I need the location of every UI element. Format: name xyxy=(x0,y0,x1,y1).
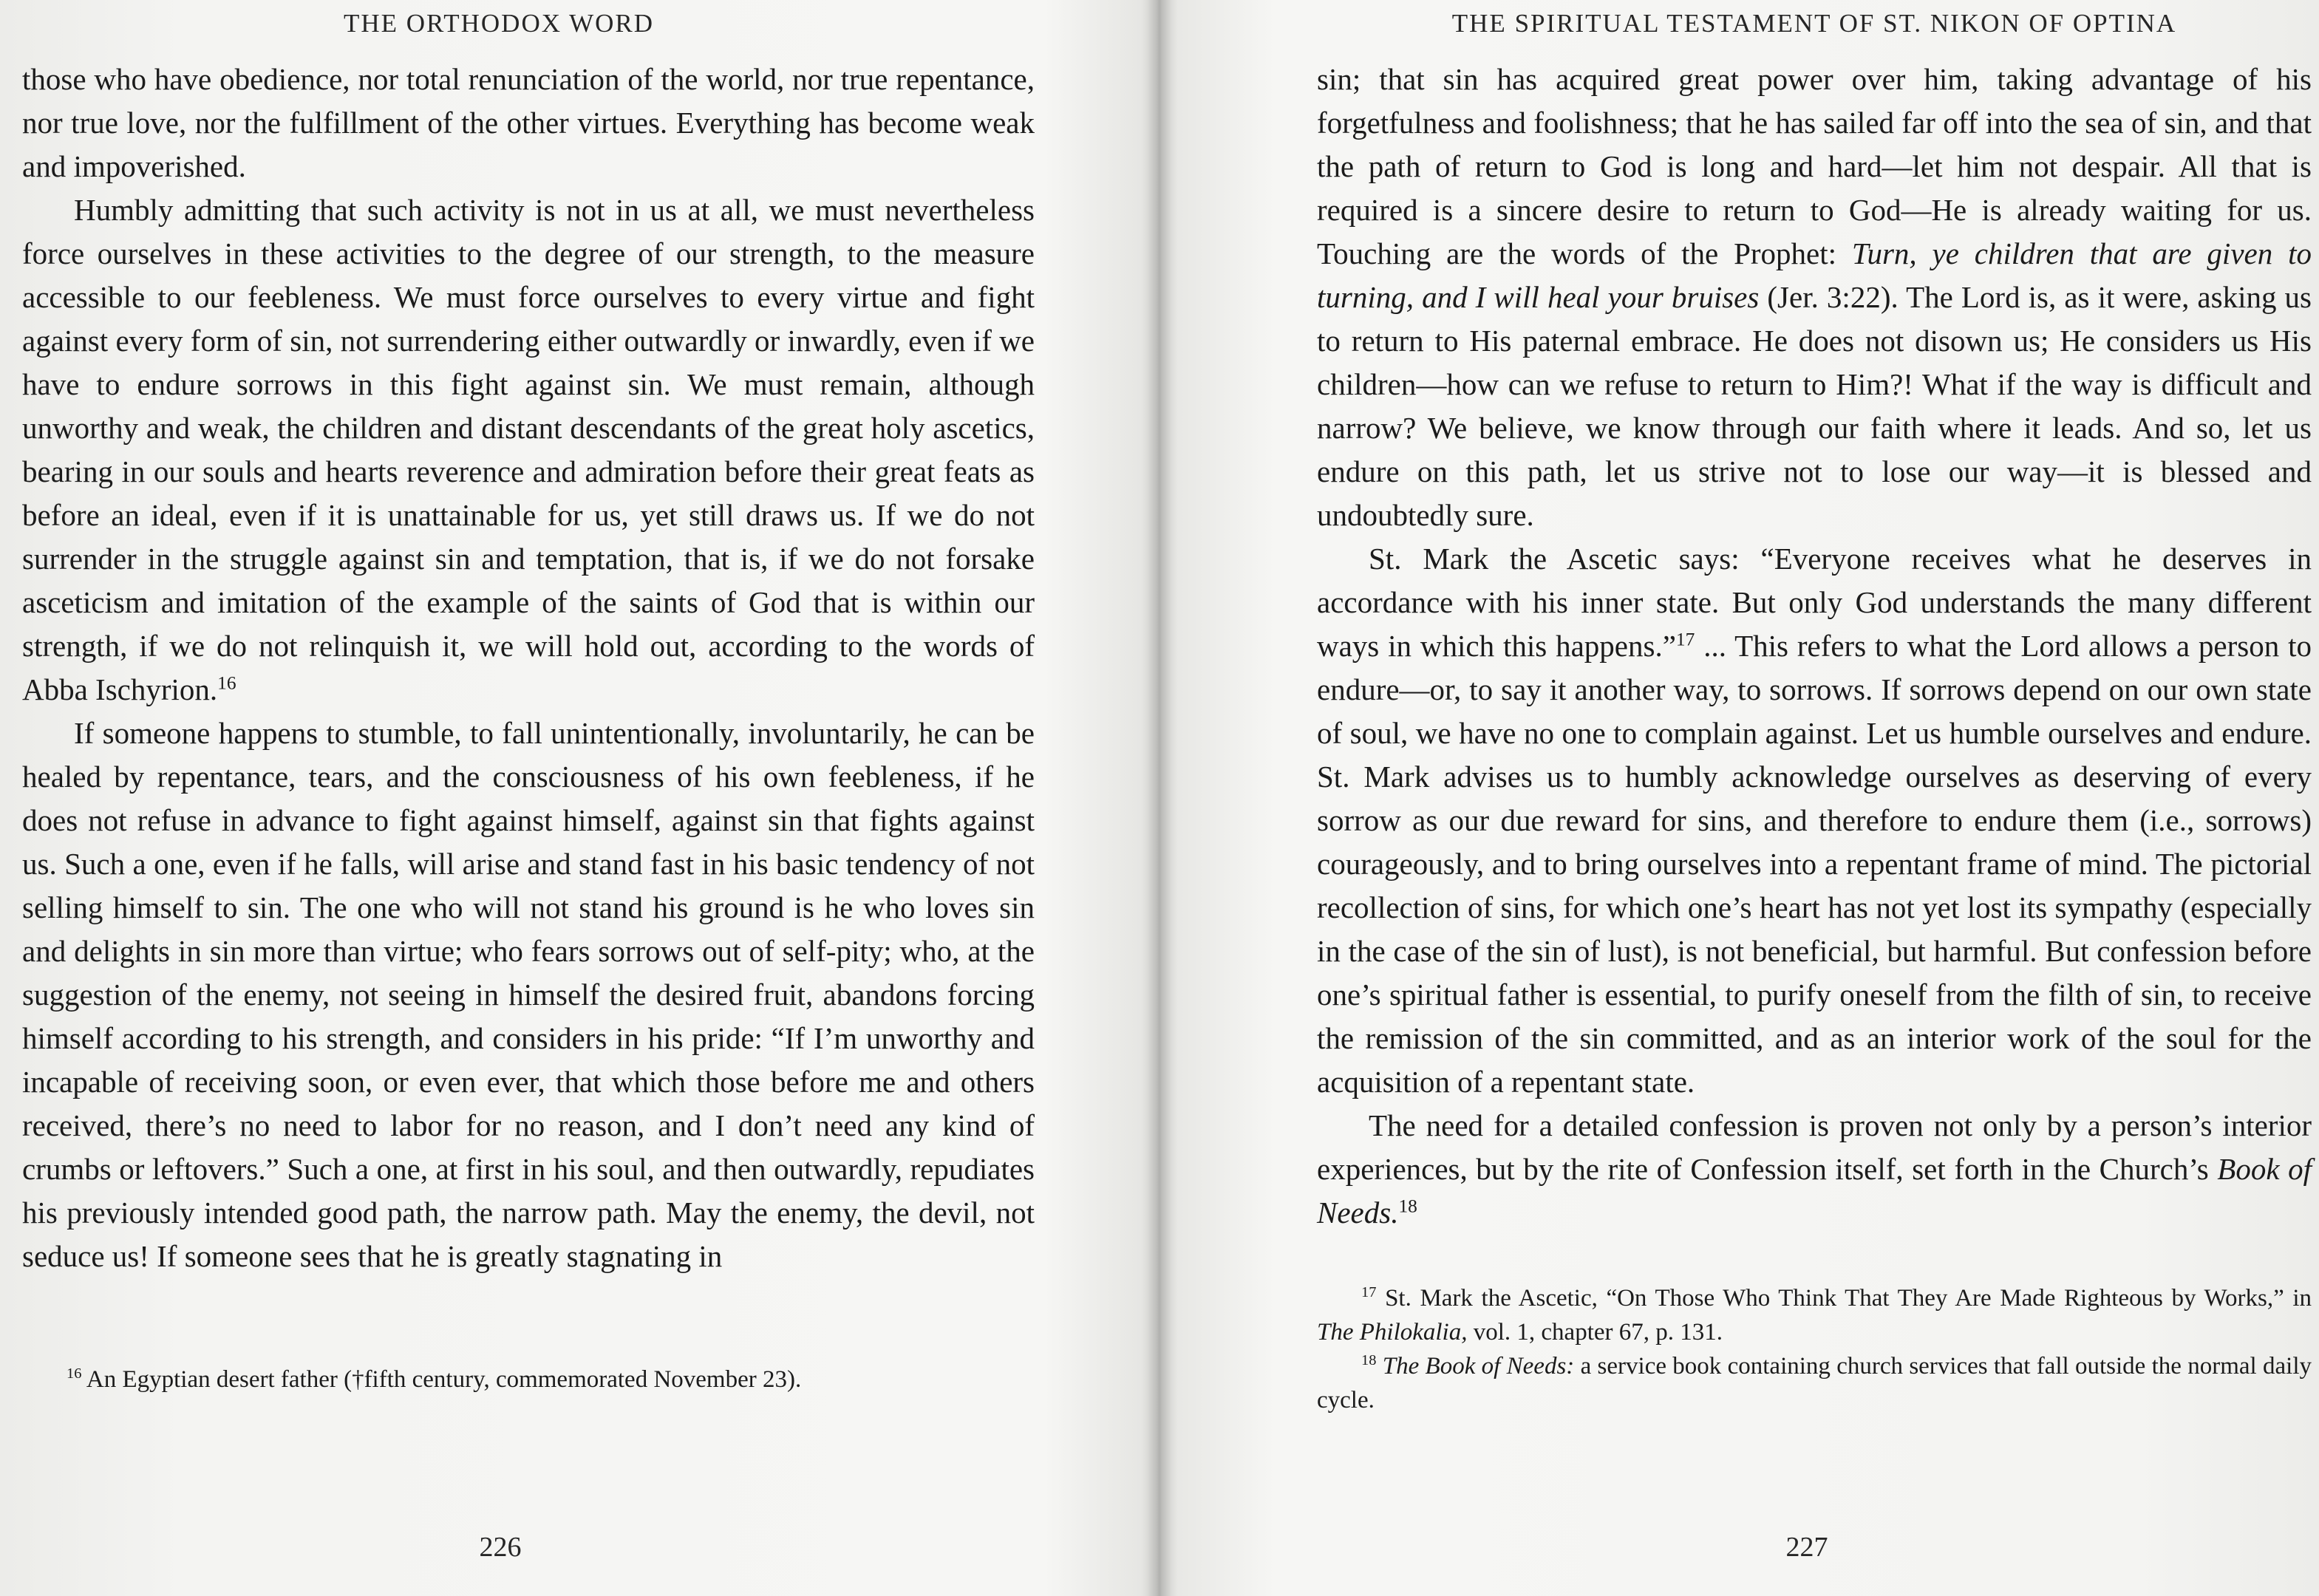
right-paragraph-2-text-a: St. Mark the Ascetic says: “Everyone receives what he deserves in accordance with his inner state. But only God understands the many different ways in which this happens.” xyxy=(1317,542,2312,663)
right-footnotes xyxy=(1317,1281,2312,1417)
footnote-18-title: The Book of Needs: xyxy=(1382,1353,1575,1380)
footnote-ref-16: 16 xyxy=(217,672,236,694)
right-paragraph-1-text-b: (Jer. 3:22). The Lord is, as it were, asking us to return to His paternal embrace. He does not disown us; He considers us His children—how can we refuse to return to Him?! What if the way is difficult and narrow? We believe, we know through our faith where it leads. And so, let us endure on this path, let us strive not to lose our way—it is blessed and undoubtedly sure. xyxy=(1317,280,2312,532)
right-body-text xyxy=(1317,58,2312,1235)
right-paragraph-2-text-b: ... This refers to what the Lord allows a person to endure—or, to say it another way, to sorrows. If sorrows depend on our own state of soul, we have no one to complain against. Let us humble ourselves and endure. St. Mark advises us to humbly acknowledge ourselves as deserving of every sorrow as our due reward for sins, and therefore to endure them (i.e., sorrows) courageously, and to bring ourselves into a repentant frame of mind. The pictorial recollection of sins, for which one’s heart has not yet lost its sympathy (especially in the case of the sin of lust), is not beneficial, but harmful. But confession before one’s spiritual father is essential, to purify oneself from the filth of sin, to receive the remission of the sin committed, and as an interior work of the soul for the acquisition of a repentant state. xyxy=(1317,629,2312,1099)
footnote-ref-17: 17 xyxy=(1675,629,1695,650)
right-paragraph-2 xyxy=(1317,537,2312,1104)
left-running-head: THE ORTHODOX WORD xyxy=(343,9,655,38)
footnote-18-number: 18 xyxy=(1361,1352,1377,1368)
footnote-17-text-a: St. Mark the Ascetic, “On Those Who Think That They Are Made Righteous by Works,” in xyxy=(1385,1285,2312,1312)
footnote-16 xyxy=(22,1363,1035,1396)
left-paragraph-3: If someone happens to stumble, to fall unintentionally, involuntarily, he can be healed by repentance, tears, and the consciousness of his own feebleness, if he does not refuse in advance to fight against himself, against sin that fights against us. Such a one, even if he falls, will arise and stand fast in his basic tendency of not selling himself to sin. The one who will not stand his ground is he who loves sin and delights in sin more than virtue; who fears sorrows out of self-pity; who, at the suggestion of the enemy, not seeing in himself the desired fruit, abandons forcing himself according to his strength, and considers in his pride: “If I’m unworthy and incapable of receiving soon, or even ever, that which those before me and others received, there’s no need to labor for no reason, and I don’t need any kind of crumbs or leftovers.” Such a one, at first in his soul, and then outwardly, repudiates his previously intended good path, the narrow path. May the enemy, the devil, not seduce us! If someone sees that he is greatly stagnating in xyxy=(22,716,1035,1273)
gutter-shadow xyxy=(1147,0,1172,1596)
right-running-head: THE SPIRITUAL TESTAMENT OF ST. NIKON OF OPTINA xyxy=(1451,9,2177,38)
left-body-text xyxy=(22,58,1035,1278)
footnote-16-number: 16 xyxy=(67,1365,82,1382)
right-paragraph-1 xyxy=(1317,58,2312,537)
footnote-18 xyxy=(1317,1349,2312,1417)
left-paragraph-1: those who have obedience, nor total renunciation of the world, nor true repentance, nor true love, nor the fulfillment of the other virtues. Everything has become weak and impoverished. xyxy=(22,62,1035,183)
footnote-17-number: 17 xyxy=(1361,1284,1377,1300)
left-paragraph-2-text: Humbly admitting that such activity is not in us at all, we must nevertheless force ourselves in these activities to the degree of our strength, to the measure accessible to our feebleness. We must force ourselves to every virtue and fight against every form of sin, not surrendering either outwardly or inwardly, even if we have to endure sorrows in this fight against sin. We must remain, although unworthy and weak, the children and distant descendants of the great holy ascetics, bearing in our souls and hearts reverence and admiration before their great feats as before an ideal, even if it is unattainable for us, yet still draws us. If we do not surrender in the struggle against sin and temptation, that is, if we do not forsake asceticism and imitation of the example of the saints of God that is within our strength, if we do not relinquish it, we will hold out, according to the words of Abba Ischyrion. xyxy=(22,193,1035,706)
footnote-17-title: The Philokalia, xyxy=(1317,1319,1468,1346)
footnote-ref-18: 18 xyxy=(1398,1196,1417,1217)
right-page xyxy=(1317,0,2312,1596)
left-page xyxy=(22,0,1035,1596)
right-page-number: 227 xyxy=(1785,1532,1828,1563)
left-paragraph-2 xyxy=(22,188,1035,712)
right-paragraph-1-quote: Turn, ye children that are given to turning, and I will heal your bruises xyxy=(1317,236,2312,314)
right-paragraph-1-text-a: sin; that sin has acquired great power over him, taking advantage of his forgetfulness and foolishness; that he has sailed far off into the sea of sin, and that the path of return to God is long and hard—let him not despair. All that is required is a sincere desire to return to God—He is already waiting for us. Touching are the words of the Prophet: xyxy=(1317,62,2312,270)
right-paragraph-3-title: Book of Needs. xyxy=(1317,1152,2312,1230)
left-page-number: 226 xyxy=(479,1532,522,1563)
right-paragraph-3 xyxy=(1317,1104,2312,1235)
footnote-17 xyxy=(1317,1281,2312,1349)
footnote-16-text: An Egyptian desert father (†fifth century, commemorated November 23). xyxy=(86,1366,802,1393)
right-paragraph-3-text-a: The need for a detailed confession is proven not only by a person’s interior experiences, but by the rite of Confession itself, set forth in the Church’s xyxy=(1317,1108,2312,1186)
footnote-18-text: a service book containing church services that fall outside the normal daily cycle. xyxy=(1317,1353,2312,1413)
left-footnotes xyxy=(22,1363,1035,1396)
footnote-17-text-b: vol. 1, chapter 67, p. 131. xyxy=(1467,1319,1723,1346)
